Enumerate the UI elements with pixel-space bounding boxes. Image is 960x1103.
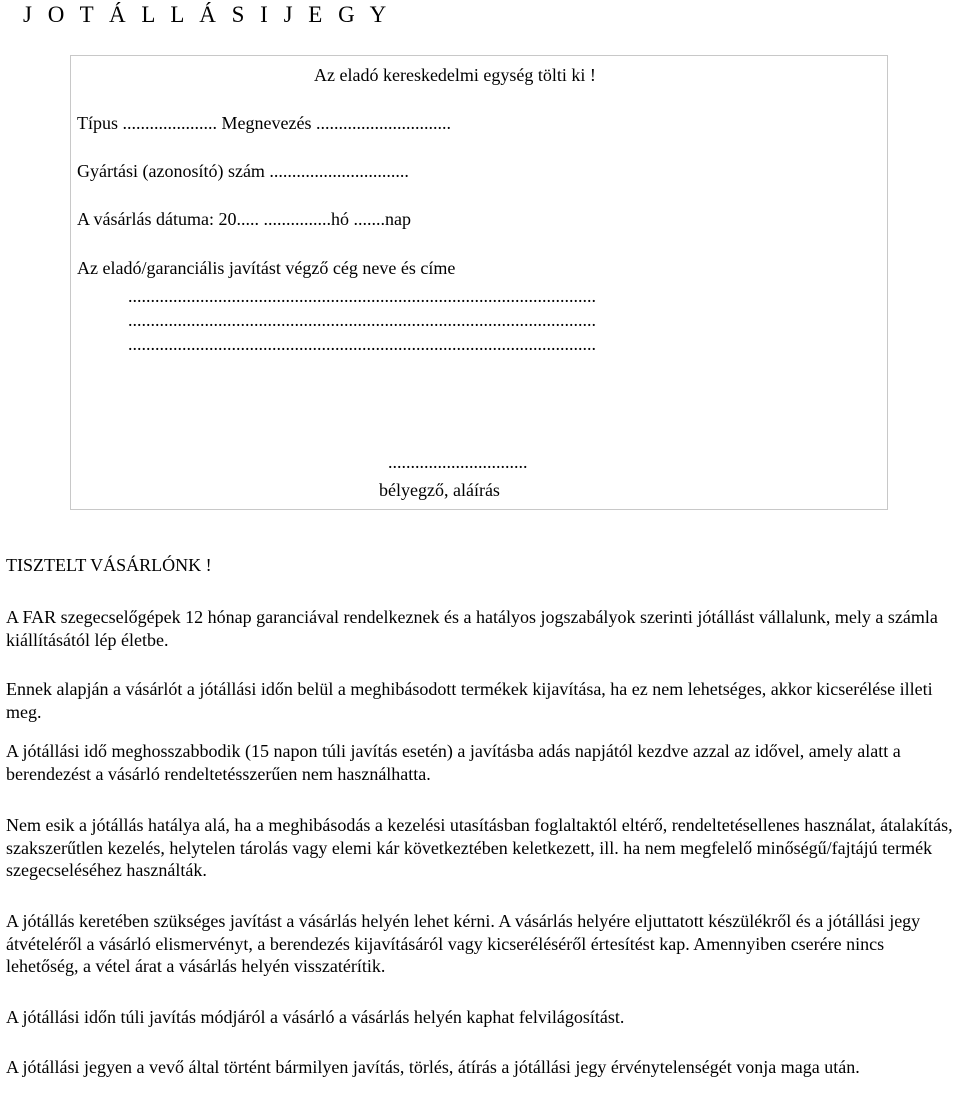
form-instruction: Az eladó kereskedelmi egység tölti ki !: [314, 65, 596, 85]
paragraph-repair-rights: Ennek alapján a vásárlót a jótállási időn belül a meghibásodott termékek kijavítása, ha ez nem lehetséges, akkor kicserélése illeti meg.: [6, 679, 933, 722]
seller-address-line-3: ........................................................................................................: [128, 334, 596, 354]
seller-address-line-2: ........................................................................................................: [128, 310, 596, 330]
seller-form-box: [70, 55, 888, 510]
greeting: TISZTELT VÁSÁRLÓNK !: [6, 555, 212, 575]
stamp-signature-line: ...............................: [388, 452, 528, 472]
seller-address-line-1: ........................................................................................................: [128, 286, 596, 306]
paragraph-invalidation: A jótállási jegyen a vevő által történt bármilyen javítás, törlés, átírás a jótállási jegy érvénytelenségét vonja maga után.: [6, 1057, 860, 1077]
stamp-signature-label: bélyegző, aláírás: [379, 480, 500, 500]
paragraph-exclusions: Nem esik a jótállás hatálya alá, ha a meghibásodás a kezelési utasításban foglaltaktól eltérő, rendeltetésellenes használat, átalakítás, szakszerűtlen kezelés, helytelen tárolás vagy elemi kár következtében keletkezett, ill. ha nem megfelelő minőségű/fajtájú termék szegecseléséhez használták.: [6, 815, 953, 880]
type-name-field: Típus ..................... Megnevezés ..............................: [77, 113, 451, 133]
purchase-date-field: A vásárlás dátuma: 20..... ...............hó .......nap: [77, 209, 411, 229]
paragraph-out-of-warranty: A jótállási időn túli javítás módjáról a vásárló a vásárlás helyén kaphat felvilágosítást.: [6, 1007, 625, 1027]
paragraph-warranty-term: A FAR szegecselőgépek 12 hónap garanciával rendelkeznek és a hatályos jogszabályok szerinti jótállást vállalunk, mely a számla kiállításától lép életbe.: [6, 607, 938, 650]
seller-name-address-label: Az eladó/garanciális javítást végző cég neve és címe: [77, 258, 456, 278]
paragraph-extension: A jótállási idő meghosszabbodik (15 napon túli javítás esetén) a javításba adás napjától kezdve azzal az idővel, amely alatt a berendezést a vásárló rendeltetésszerűen nem használhatta.: [6, 741, 901, 784]
paragraph-repair-procedure: A jótállás keretében szükséges javítást a vásárlás helyén lehet kérni. A vásárlás helyére eljuttatott készülékről és a jótállási jegy átvételéről a vásárló elismervényt, a berendezés kijavításáról vagy kicseréléséről értesítést kap. Amennyiben cserére nincs lehetőség, a vétel árat a vásárlás helyén visszatérítik.: [6, 911, 921, 976]
serial-number-field: Gyártási (azonosító) szám ...............................: [77, 161, 409, 181]
document-title: J O T Á L L Á S I J E G Y: [23, 2, 392, 27]
